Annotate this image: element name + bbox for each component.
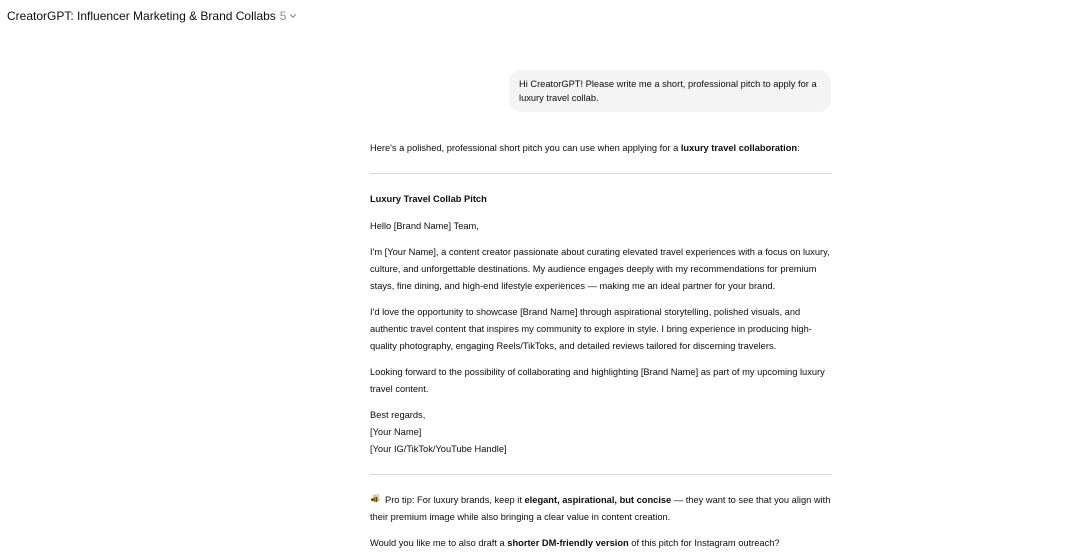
divider	[370, 474, 832, 475]
assistant-message	[370, 140, 832, 552]
followup-text: Would you like me to also draft a	[370, 538, 508, 548]
conversation-title-dropdown[interactable]	[7, 7, 297, 25]
user-message-text: Hi CreatorGPT! Please write me a short, professional pitch to apply for a luxury travel collab.	[519, 79, 817, 103]
user-message-bubble	[509, 70, 831, 112]
followup-bold: shorter DM-friendly version	[507, 538, 629, 548]
followup-question	[370, 535, 832, 552]
model-version: 5	[279, 9, 287, 23]
tip-bold: elegant, aspirational, but concise	[524, 495, 672, 505]
tip-text: Pro tip: For luxury brands, keep it	[385, 495, 525, 505]
pitch-title: Luxury Travel Collab Pitch	[370, 194, 487, 204]
pro-tip	[370, 492, 832, 526]
pitch-greeting: Hello [Brand Name] Team,	[370, 221, 479, 231]
conversation-title: CreatorGPT: Influencer Marketing & Brand Collabs	[7, 9, 276, 23]
chevron-down-icon	[289, 12, 297, 20]
pitch-paragraph-3: Looking forward to the possibility of collaborating and highlighting [Brand Name] as part of my upcoming luxury travel content.	[370, 367, 825, 394]
bee-icon	[370, 493, 381, 504]
intro-suffix: :	[797, 143, 800, 153]
pitch-sign-name: [Your Name]	[370, 427, 422, 437]
intro-text: Here's a polished, professional short pitch you can use when applying for a	[370, 143, 681, 153]
followup-suffix: of this pitch for Instagram outreach?	[628, 538, 780, 548]
pitch-paragraph-1: I'm [Your Name], a content creator passionate about curating elevated travel experiences with a focus on luxury, culture, and unforgettable destinations. My audience engages deeply with my recommendations for premium stays, fine dining, and high-end lifestyle experiences — making me an ideal partner for your brand.	[370, 247, 830, 291]
pitch-paragraph-2: I'd love the opportunity to showcase [Brand Name] through aspirational storytelling, polished visuals, and authentic travel content that inspires my community to explore in style. I bring experience in producing high-quality photography, engaging Reels/TikToks, and detailed reviews tailored for discerning travelers.	[370, 307, 812, 351]
assistant-intro	[370, 140, 832, 157]
tip-suffix: — they want to see that you align with their premium image while also bringing a clear value in content creation.	[370, 495, 831, 522]
divider	[370, 173, 832, 174]
pitch-sign-off: Best regards,	[370, 410, 426, 420]
intro-bold: luxury travel collaboration	[680, 143, 798, 153]
pitch-sign-handle: [Your IG/TikTok/YouTube Handle]	[370, 444, 507, 454]
